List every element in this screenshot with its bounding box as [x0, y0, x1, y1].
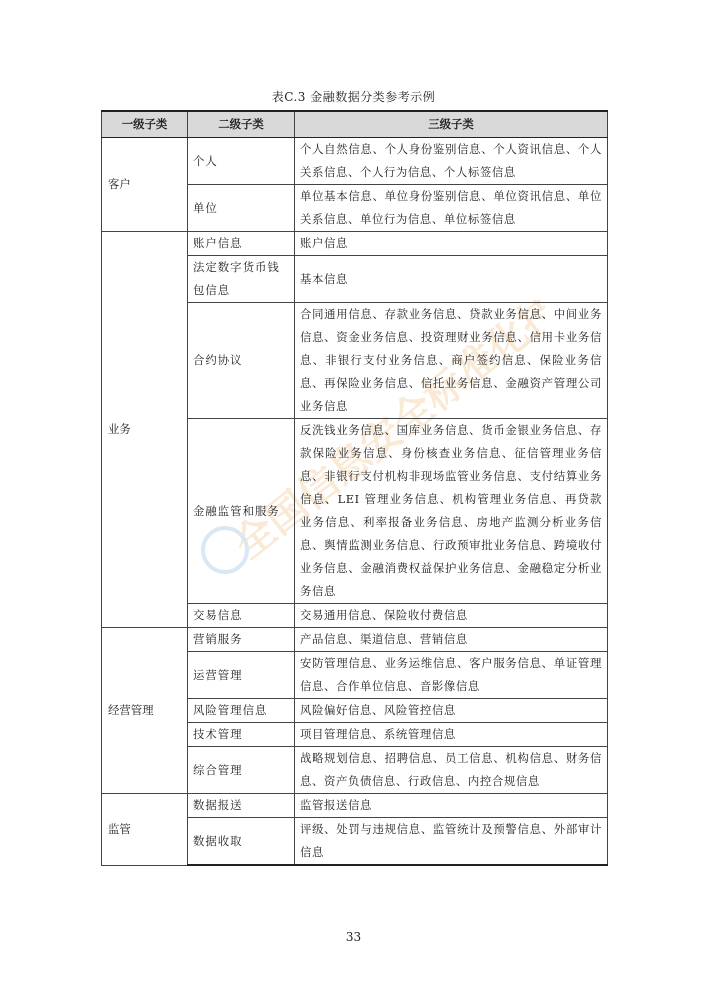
- table-row: [102, 232, 608, 256]
- classification-table: [101, 110, 608, 866]
- level2-cell: 交易信息: [188, 604, 295, 628]
- level2-cell: 法定数字货币钱包信息: [188, 256, 295, 303]
- level3-cell: 安防管理信息、业务运维信息、客户服务信息、单证管理信息、合作单位信息、音影像信息: [295, 652, 608, 699]
- level3-cell: 产品信息、渠道信息、营销信息: [295, 628, 608, 652]
- level3-cell: 账户信息: [295, 232, 608, 256]
- level2-cell: 技术管理: [188, 723, 295, 747]
- table-row: [102, 628, 608, 652]
- level3-cell: 单位基本信息、单位身份鉴别信息、单位资讯信息、单位关系信息、单位行为信息、单位标签信息: [295, 185, 608, 232]
- level3-cell: 风险偏好信息、风险管控信息: [295, 699, 608, 723]
- level1-cell: 业务: [102, 232, 188, 628]
- header-cell-level3: 三级子类: [295, 111, 608, 138]
- level3-cell: 基本信息: [295, 256, 608, 303]
- table-row: [102, 794, 608, 818]
- level3-cell: 个人自然信息、个人身份鉴别信息、个人资讯信息、个人关系信息、个人行为信息、个人标签信息: [295, 138, 608, 185]
- level2-cell: 风险管理信息: [188, 699, 295, 723]
- header-cell-level1: 一级子类: [102, 111, 188, 138]
- level2-cell: 合约协议: [188, 303, 295, 419]
- level2-cell: 个人: [188, 138, 295, 185]
- level2-cell: 运营管理: [188, 652, 295, 699]
- level2-cell: 单位: [188, 185, 295, 232]
- table-caption: 表C.3 金融数据分类参考示例: [271, 90, 436, 104]
- level1-cell: 客户: [102, 138, 188, 232]
- level2-cell: 账户信息: [188, 232, 295, 256]
- level3-cell: 项目管理信息、系统管理信息: [295, 723, 608, 747]
- level3-cell: 评级、处罚与违规信息、监管统计及预警信息、外部审计信息: [295, 818, 608, 866]
- level1-cell: 监管: [102, 794, 188, 866]
- table-header-row: [102, 111, 608, 138]
- level3-cell: 战略规划信息、招聘信息、员工信息、机构信息、财务信息、资产负债信息、行政信息、内控合规信息: [295, 747, 608, 794]
- level3-cell: 合同通用信息、存款业务信息、贷款业务信息、中间业务信息、资金业务信息、投资理财业务信息、信用卡业务信息、非银行支付业务信息、商户签约信息、保险业务信息、再保险业务信息、信托业务信息、金融资产管理公司业务信息: [295, 303, 608, 419]
- level2-cell: 综合管理: [188, 747, 295, 794]
- table-row: [102, 138, 608, 185]
- level2-cell: 数据报送: [188, 794, 295, 818]
- page-number: 33: [345, 930, 362, 944]
- header-cell-level2: 二级子类: [188, 111, 295, 138]
- level1-cell: 经营管理: [102, 628, 188, 794]
- level3-cell: 交易通用信息、保险收付费信息: [295, 604, 608, 628]
- watermark-text: 全国信息安全标准化技术委员会: [225, 300, 545, 569]
- level2-cell: 数据收取: [188, 818, 295, 866]
- level2-cell: 金融监管和服务: [188, 419, 295, 604]
- level2-cell: 营销服务: [188, 628, 295, 652]
- level3-cell: 反洗钱业务信息、国库业务信息、货币金银业务信息、存款保险业务信息、身份核查业务信息、征信管理业务信息、非银行支付机构非现场监管业务信息、支付结算业务信息、LEI 管理业务信息、机构管理业务信息、再贷款业务信息、利率报备业务信息、房地产监测分析业务信息、舆情监测业务信息、行政预审批业务信息、跨境收付业务信息、金融消费权益保护业务信息、金融稳定分析业务信息: [295, 419, 608, 604]
- level3-cell: 监管报送信息: [295, 794, 608, 818]
